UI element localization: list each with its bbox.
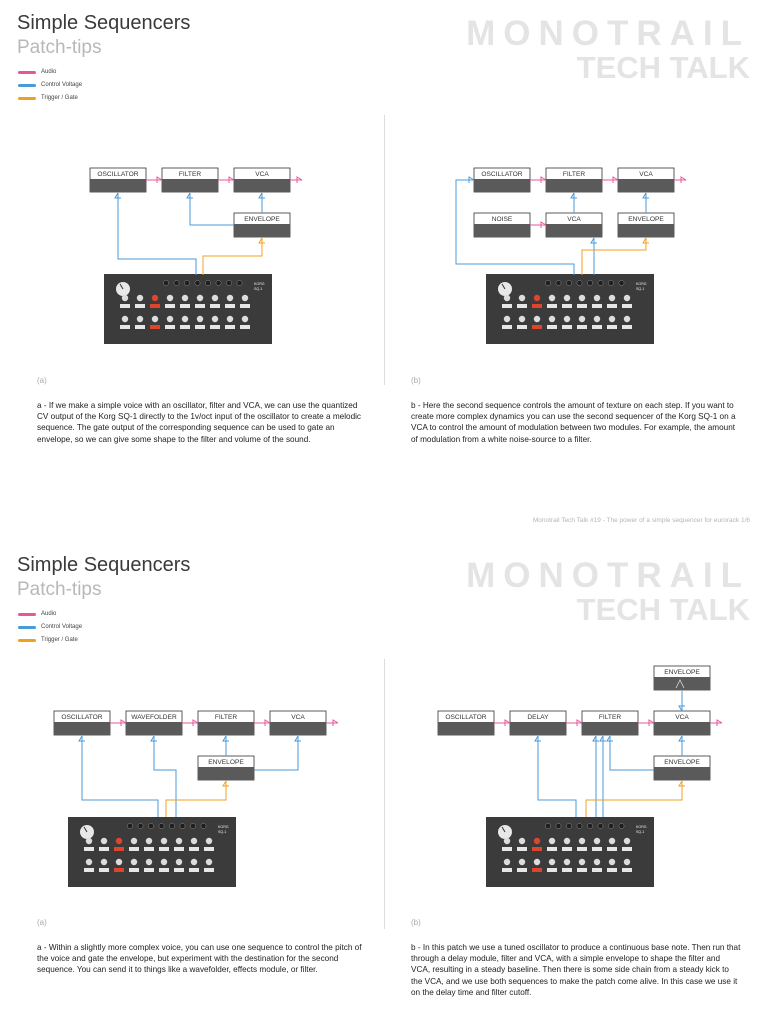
module-label: NOISE [491, 216, 513, 223]
step-knob [137, 295, 143, 301]
module-panel [126, 722, 182, 735]
brand-monotrail: MONOTRAIL [466, 14, 750, 53]
step-button [517, 325, 527, 329]
module-oscillator [438, 711, 494, 735]
step-button [562, 847, 572, 851]
step-button [607, 304, 617, 308]
step-knob [206, 859, 212, 865]
device-brand: KORG [636, 282, 647, 286]
module-panel [582, 722, 638, 735]
step-knob [594, 838, 600, 844]
module-panel [546, 224, 602, 237]
legend-item-gate: Trigger / Gate [18, 92, 82, 105]
step-knob [564, 295, 570, 301]
step-knob [191, 838, 197, 844]
step-knob [206, 838, 212, 844]
module-label: ENVELOPE [664, 759, 700, 766]
module-wavefolder [126, 711, 182, 735]
module-label: DELAY [527, 714, 549, 721]
step-button [622, 868, 632, 872]
module-panel [546, 179, 602, 192]
step-knob [182, 316, 188, 322]
step-knob [549, 859, 555, 865]
diagram-2a [54, 711, 338, 887]
step-button [532, 325, 542, 329]
step-knob [504, 316, 510, 322]
step-knob [212, 316, 218, 322]
step-knob [624, 859, 630, 865]
step-button [607, 868, 617, 872]
caption-a: (a) [37, 376, 47, 385]
jack [619, 280, 624, 285]
step-button [502, 304, 512, 308]
description-a: a - Within a slightly more complex voice, you can use one sequence to control the pitch of the voice and gate the envelope, but experiment with the destination for the second sequence. You can send it to things like a wavefolder, effects module, or filter. [37, 943, 362, 975]
legend-item-cv: Control Voltage [18, 621, 82, 634]
module-panel [234, 179, 290, 192]
step-knob [116, 859, 122, 865]
step-knob [152, 295, 158, 301]
step-button [165, 304, 175, 308]
cv-cable [610, 736, 654, 770]
module-oscillator [90, 168, 146, 192]
step-button [547, 325, 557, 329]
diagram-1b [456, 168, 686, 344]
step-button [240, 304, 250, 308]
jack [545, 280, 550, 285]
step-knob [519, 859, 525, 865]
step-button [547, 847, 557, 851]
jack [216, 280, 221, 285]
module-label: VCA [255, 171, 269, 178]
step-button [144, 847, 154, 851]
step-button [84, 847, 94, 851]
module-panel [162, 179, 218, 192]
step-button [174, 847, 184, 851]
description-a: a - If we make a simple voice with an oscillator, filter and VCA, we can use the quantized CV output of the Korg SQ-1 directly to the 1v/oct input of the oscillator to create a melodic sequence. The gate output of the corresponding sequence can be used to gate an envelope, so we can give some shape to the filter and volume of the sound. [37, 401, 362, 444]
module-panel [198, 767, 254, 780]
module-filter [162, 168, 218, 192]
step-knob [624, 316, 630, 322]
description-b: b - Here the second sequence controls the amount of texture on each step. If you want to create more complex dynamics you can use the second sequencer of the Korg SQ-1 on a VCA to control the amount of modulation between two modules. For example, the amount of modulation from a white noise-source to a filter. [411, 401, 736, 444]
jack [159, 823, 164, 828]
jack [556, 823, 561, 828]
step-button [532, 304, 542, 308]
device-model: SQ-1 [636, 287, 645, 291]
step-button [144, 868, 154, 872]
module-label: ENVELOPE [244, 216, 280, 223]
module-label: FILTER [214, 714, 238, 721]
step-button [210, 304, 220, 308]
step-knob [161, 859, 167, 865]
jack [201, 823, 206, 828]
step-knob [534, 838, 540, 844]
step-knob [534, 316, 540, 322]
module-label: FILTER [178, 171, 202, 178]
jack [190, 823, 195, 828]
module-panel [474, 179, 530, 192]
step-button [562, 304, 572, 308]
step-knob [146, 838, 152, 844]
cv-cable [538, 736, 576, 817]
step-button [120, 325, 130, 329]
step-button [174, 868, 184, 872]
diagram-1a [90, 168, 302, 344]
step-knob [197, 295, 203, 301]
korg-sq1-device [486, 817, 654, 887]
jack [148, 823, 153, 828]
step-button [517, 847, 527, 851]
step-knob [131, 859, 137, 865]
module-vca [546, 213, 602, 237]
module-label: OSCILLATOR [61, 714, 103, 721]
cv-cable [154, 736, 176, 817]
gate-cable [586, 781, 682, 817]
step-button [517, 868, 527, 872]
module-panel [510, 722, 566, 735]
module-label: OSCILLATOR [481, 171, 523, 178]
step-button [114, 847, 124, 851]
module-label: VCA [291, 714, 305, 721]
step-button [180, 304, 190, 308]
step-knob [146, 859, 152, 865]
module-oscillator [54, 711, 110, 735]
module-envelope [234, 213, 290, 237]
step-button [502, 325, 512, 329]
step-button [532, 868, 542, 872]
module-label: OSCILLATOR [97, 171, 139, 178]
jack [237, 280, 242, 285]
step-button [150, 304, 160, 308]
step-button [189, 868, 199, 872]
module-panel [234, 224, 290, 237]
module-panel [474, 224, 530, 237]
device-brand: KORG [636, 825, 647, 829]
step-knob [167, 316, 173, 322]
step-knob [212, 295, 218, 301]
step-button [195, 325, 205, 329]
brand-tech-talk: TECH TALK [576, 592, 750, 627]
step-knob [609, 859, 615, 865]
jack [608, 823, 613, 828]
step-button [99, 847, 109, 851]
step-button [517, 304, 527, 308]
step-button [592, 847, 602, 851]
jack [587, 823, 592, 828]
step-button [562, 325, 572, 329]
module-envelope [618, 213, 674, 237]
step-button [532, 847, 542, 851]
device-model: SQ-1 [636, 830, 645, 834]
gate-cable [203, 238, 262, 275]
step-button [84, 868, 94, 872]
korg-sq1-device [104, 274, 272, 344]
step-button [502, 847, 512, 851]
step-button [577, 868, 587, 872]
jack [127, 823, 132, 828]
module-label: OSCILLATOR [445, 714, 487, 721]
module-envelope [654, 756, 710, 780]
brand-tech-talk: TECH TALK [576, 50, 750, 85]
step-button [547, 304, 557, 308]
step-knob [549, 295, 555, 301]
step-button [129, 868, 139, 872]
device-brand: KORG [218, 825, 229, 829]
step-knob [609, 838, 615, 844]
step-knob [116, 838, 122, 844]
step-button [592, 304, 602, 308]
step-button [622, 325, 632, 329]
legend-item-audio: Audio [18, 66, 82, 79]
step-button [150, 325, 160, 329]
jack [174, 280, 179, 285]
module-filter [198, 711, 254, 735]
step-button [135, 304, 145, 308]
step-knob [504, 838, 510, 844]
step-button [607, 325, 617, 329]
step-knob [594, 859, 600, 865]
device-brand: KORG [254, 282, 265, 286]
step-button [607, 847, 617, 851]
module-vca [618, 168, 674, 192]
step-knob [504, 859, 510, 865]
page-subtitle: Patch-tips [17, 37, 102, 58]
gate-cable [166, 781, 226, 817]
step-knob [579, 859, 585, 865]
legend-item-gate: Trigger / Gate [18, 634, 82, 647]
jack [545, 823, 550, 828]
step-knob [609, 295, 615, 301]
step-knob [197, 316, 203, 322]
step-knob [101, 838, 107, 844]
step-knob [519, 295, 525, 301]
step-knob [167, 295, 173, 301]
cv-cable [190, 193, 234, 225]
jack [566, 280, 571, 285]
korg-sq1-device [486, 274, 654, 344]
step-knob [564, 316, 570, 322]
module-vca [270, 711, 326, 735]
step-knob [176, 859, 182, 865]
cv-cable [118, 193, 196, 275]
step-knob [534, 859, 540, 865]
step-button [189, 847, 199, 851]
jack [619, 823, 624, 828]
jack [598, 280, 603, 285]
step-knob [579, 295, 585, 301]
page-title: Simple Sequencers [17, 12, 191, 34]
module-label: FILTER [598, 714, 622, 721]
jack [598, 823, 603, 828]
step-knob [549, 838, 555, 844]
step-knob [242, 295, 248, 301]
page-2 [0, 542, 768, 1024]
module-panel [90, 179, 146, 192]
step-button [502, 868, 512, 872]
step-knob [227, 295, 233, 301]
step-knob [504, 295, 510, 301]
module-filter [582, 711, 638, 735]
module-panel [654, 767, 710, 780]
jack [226, 280, 231, 285]
step-knob [534, 295, 540, 301]
jack [205, 280, 210, 285]
device-model: SQ-1 [218, 830, 227, 834]
module-label: ENVELOPE [208, 759, 244, 766]
step-knob [161, 838, 167, 844]
step-button [135, 325, 145, 329]
step-knob [519, 838, 525, 844]
jack [577, 823, 582, 828]
step-button [592, 325, 602, 329]
step-button [577, 847, 587, 851]
module-label: VCA [675, 714, 689, 721]
diagram-2b [438, 666, 722, 887]
step-knob [191, 859, 197, 865]
step-knob [549, 316, 555, 322]
jack [587, 280, 592, 285]
step-button [622, 847, 632, 851]
description-b: b - In this patch we use a tuned oscillator to produce a continuous base note. Then run that through a delay module, filter and VCA, with a simple envelope to shape the filter and VCA, resulting in a steady baseline. Then there is some side chain from a steady kick to the VCA, and we use both sequences to make the patch come alive. In this case we use it on the delay time and filter cutoff. [411, 943, 741, 997]
caption-b: (b) [411, 376, 421, 385]
page-footer: Monotrail Tech Talk #19 - The power of a simple sequencer for eurorack 1/6 [532, 517, 750, 524]
step-button [204, 847, 214, 851]
page-subtitle: Patch-tips [17, 579, 102, 600]
jack [180, 823, 185, 828]
jack [184, 280, 189, 285]
jack [577, 280, 582, 285]
module-label: VCA [567, 216, 581, 223]
module-label: ENVELOPE [628, 216, 664, 223]
step-knob [182, 295, 188, 301]
step-knob [86, 838, 92, 844]
step-knob [242, 316, 248, 322]
step-button [195, 304, 205, 308]
step-knob [579, 316, 585, 322]
module-label: ENVELOPE [664, 669, 700, 676]
device-model: SQ-1 [254, 287, 263, 291]
jack [608, 280, 613, 285]
module-panel [198, 722, 254, 735]
gate-cable [582, 238, 646, 275]
step-button [577, 304, 587, 308]
step-button [129, 847, 139, 851]
step-button [562, 868, 572, 872]
cv-cable [254, 736, 298, 770]
step-button [547, 868, 557, 872]
step-knob [519, 316, 525, 322]
module-vca [234, 168, 290, 192]
module-label: WAVEFOLDER [131, 714, 177, 721]
step-knob [101, 859, 107, 865]
module-label: VCA [639, 171, 653, 178]
module-label: FILTER [562, 171, 586, 178]
step-knob [594, 295, 600, 301]
step-knob [122, 295, 128, 301]
legend-item-audio: Audio [18, 608, 82, 621]
step-button [210, 325, 220, 329]
caption-b: (b) [411, 918, 421, 927]
step-knob [564, 859, 570, 865]
module-panel [54, 722, 110, 735]
step-button [159, 847, 169, 851]
module-panel [654, 722, 710, 735]
module-vca [654, 711, 710, 735]
module-oscillator [474, 168, 530, 192]
step-knob [564, 838, 570, 844]
legend-item-cv: Control Voltage [18, 79, 82, 92]
step-button [159, 868, 169, 872]
caption-a: (a) [37, 918, 47, 927]
module-panel [618, 224, 674, 237]
step-knob [624, 295, 630, 301]
step-button [120, 304, 130, 308]
module-envelope [654, 666, 710, 690]
step-knob [122, 316, 128, 322]
step-knob [579, 838, 585, 844]
step-button [99, 868, 109, 872]
step-knob [86, 859, 92, 865]
step-knob [594, 316, 600, 322]
step-button [592, 868, 602, 872]
module-delay [510, 711, 566, 735]
step-button [577, 325, 587, 329]
step-knob [624, 838, 630, 844]
step-button [204, 868, 214, 872]
step-button [225, 325, 235, 329]
jack [138, 823, 143, 828]
step-button [114, 868, 124, 872]
step-button [165, 325, 175, 329]
module-noise [474, 213, 530, 237]
module-panel [270, 722, 326, 735]
module-panel [618, 179, 674, 192]
step-knob [137, 316, 143, 322]
korg-sq1-device [68, 817, 236, 887]
jack [566, 823, 571, 828]
step-button [225, 304, 235, 308]
step-button [240, 325, 250, 329]
page-title: Simple Sequencers [17, 554, 191, 576]
step-knob [131, 838, 137, 844]
jack [163, 280, 168, 285]
step-knob [152, 316, 158, 322]
cv-cable [82, 736, 158, 817]
module-envelope [198, 756, 254, 780]
step-knob [609, 316, 615, 322]
jack [195, 280, 200, 285]
step-knob [176, 838, 182, 844]
step-knob [227, 316, 233, 322]
jack [169, 823, 174, 828]
module-filter [546, 168, 602, 192]
brand-monotrail: MONOTRAIL [466, 556, 750, 595]
jack [556, 280, 561, 285]
step-button [622, 304, 632, 308]
step-button [180, 325, 190, 329]
module-panel [438, 722, 494, 735]
